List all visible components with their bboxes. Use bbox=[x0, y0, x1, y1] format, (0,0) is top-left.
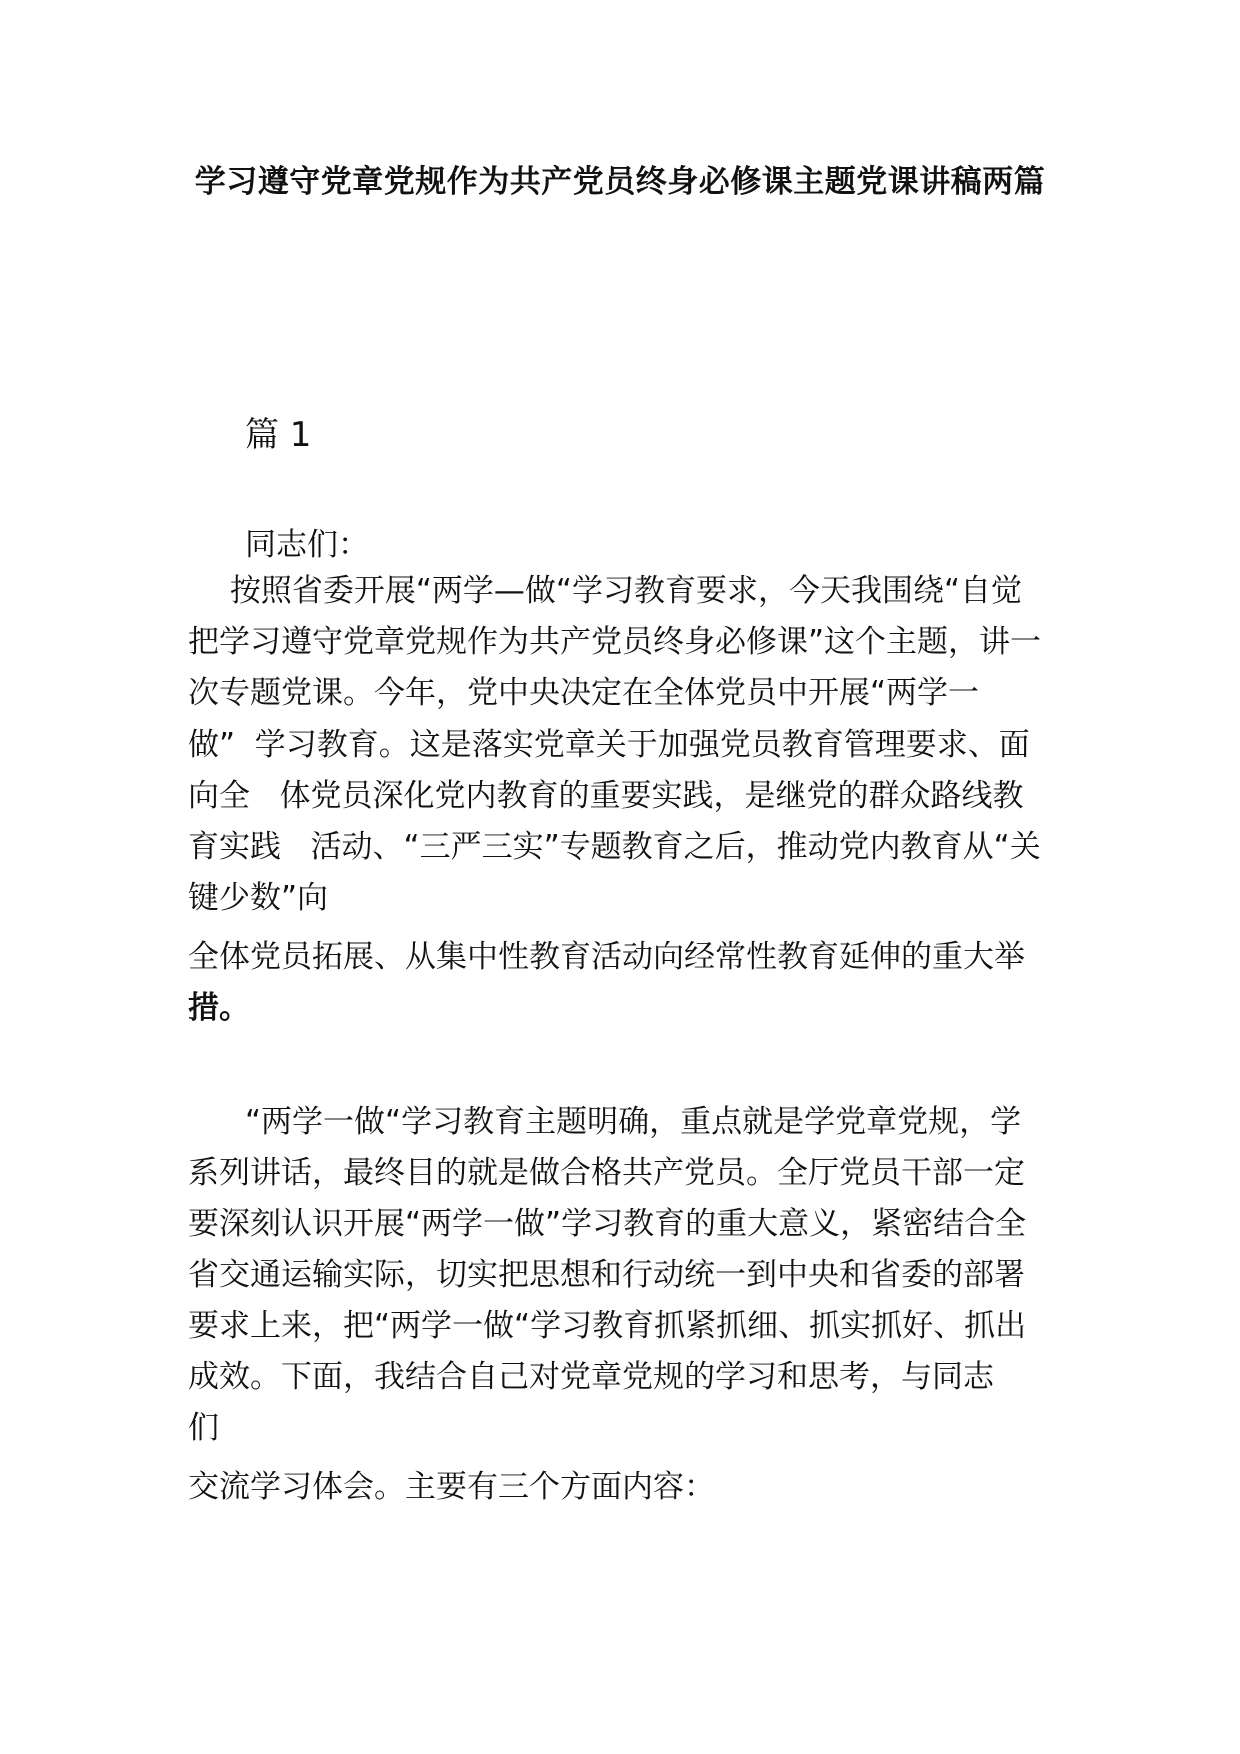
paragraph-line: 成效。下面，我结合自己对党章党规的学习和思考，与同志 bbox=[188, 1359, 994, 1395]
paragraph-line: 按照省委开展“两学—做“学习教育要求，今天我围绕“自觉 bbox=[220, 573, 1023, 609]
paragraph-line: 键少数”向 bbox=[188, 880, 329, 916]
paragraph-line: 全体党员拓展、从集中性教育活动向经常性教育延伸的重大举 bbox=[188, 939, 1025, 975]
section-heading: 篇 1 bbox=[245, 415, 312, 455]
paragraph-line: 交流学习体会。主要有三个方面内容： bbox=[188, 1469, 715, 1505]
paragraph-line: 措。 bbox=[188, 990, 250, 1026]
paragraph-line: 系列讲话，最终目的就是做合格共产党员。全厅党员干部一定 bbox=[188, 1155, 1025, 1191]
paragraph-line: 省交通运输实际，切实把思想和行动统一到中央和省委的部署 bbox=[188, 1257, 1025, 1293]
paragraph-line: 向全 体党员深化党内教育的重要实践，是继党的群众路线教 bbox=[188, 778, 1024, 814]
paragraph-line: 把学习遵守党章党规作为共产党员终身必修课”这个主题，讲一 bbox=[188, 624, 1042, 660]
paragraph-line: 要求上来，把“两学一做“学习教育抓紧抓细、抓实抓好、抓出 bbox=[188, 1308, 1027, 1344]
paragraph-line: 们 bbox=[188, 1410, 219, 1446]
paragraph-line: “两学一做“学习教育主题明确，重点就是学党章党规，学 bbox=[245, 1104, 1022, 1140]
greeting: 同志们： bbox=[245, 527, 369, 563]
document-title: 学习遵守党章党规作为共产党员终身必修课主题党课讲稿两篇 bbox=[194, 164, 1046, 200]
paragraph-line: 次专题党课。今年，党中央决定在全体党员中开展“两学一 bbox=[188, 675, 980, 711]
paragraph-line: 育实践 活动、“三严三实”专题教育之后，推动党内教育从“关 bbox=[188, 829, 1041, 865]
paragraph-line: 要深刻认识开展“两学一做”学习教育的重大意义，紧密结合全 bbox=[188, 1206, 1027, 1242]
paragraph-line: 做” 学习教育。这是落实党章关于加强党员教育管理要求、面 bbox=[188, 727, 1030, 763]
